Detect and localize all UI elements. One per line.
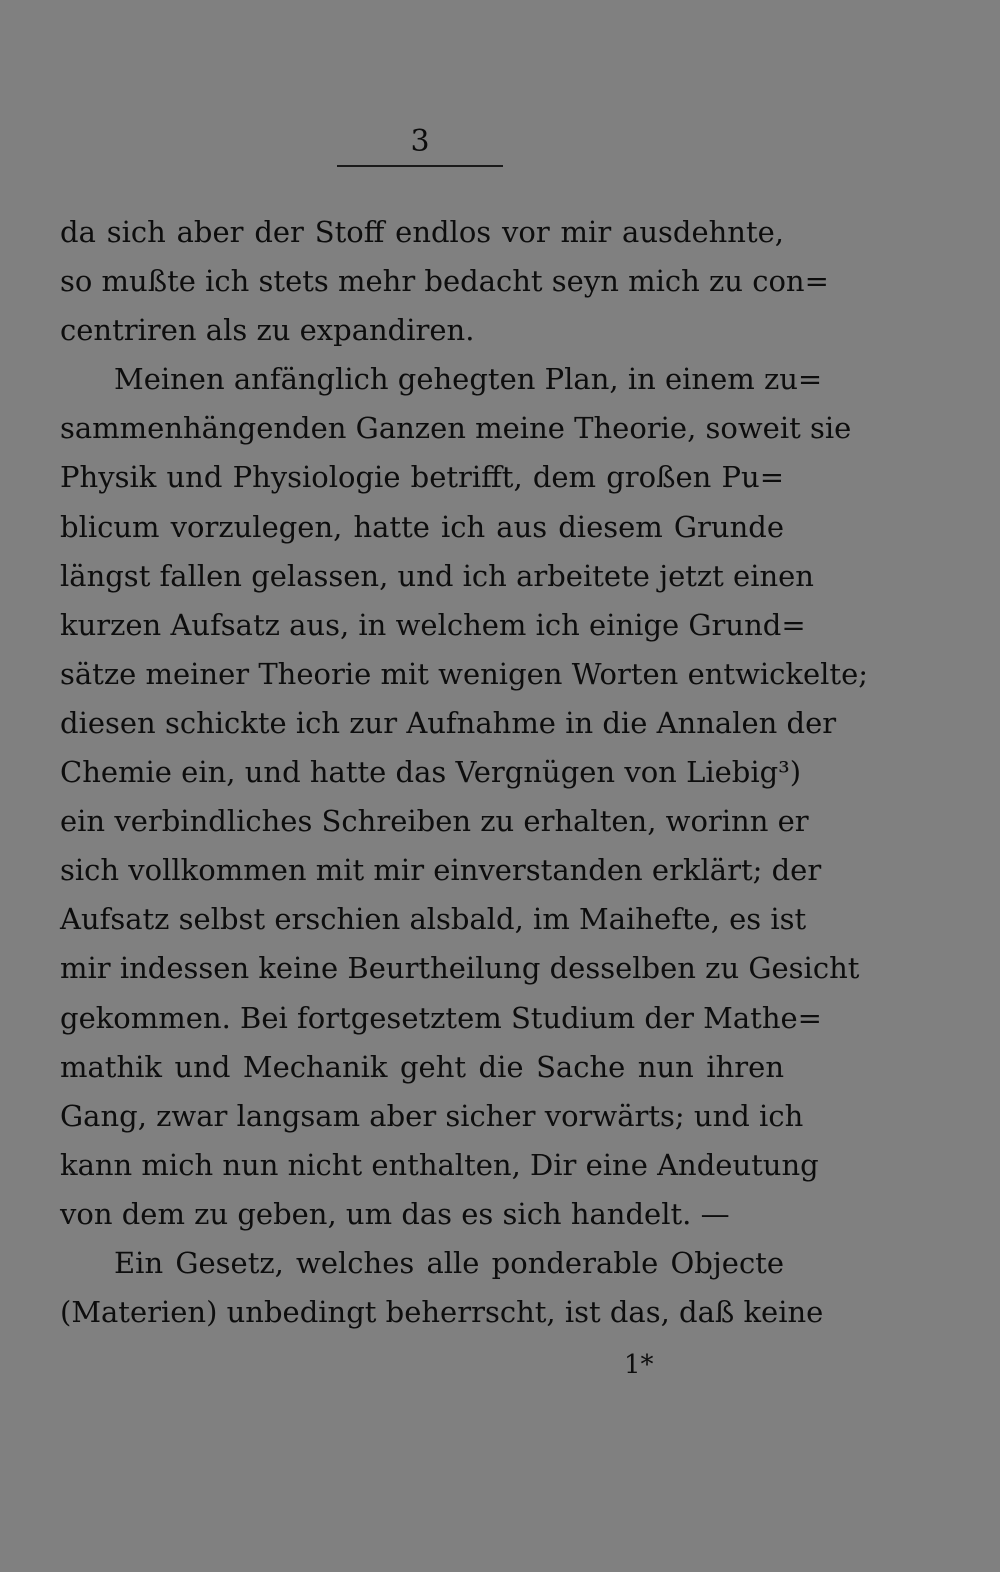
signature-mark: 1* [624,1350,654,1380]
text-line: längst fallen gelassen, und ich arbeitete jetzt einen [60,558,814,593]
text-line: Physik und Physiologie betrifft, dem großen Pu= [60,460,784,495]
text-line: diesen schickte ich zur Aufnahme in die Annalen der [60,705,837,740]
text-line: ein verbindliches Schreiben zu erhalten, worinn er [60,804,809,839]
text-line: so mußte ich stets mehr bedacht seyn mich zu con= [60,264,829,299]
text-line: centriren als zu expandiren. [60,313,475,348]
text-line: Aufsatz selbst erschien alsbald, im Maihefte, es ist [60,902,807,937]
text-line: blicum vorzulegen, hatte ich aus diesem Grunde [60,509,784,544]
text-line: kurzen Aufsatz aus, in welchem ich einige Grund= [60,607,806,642]
header-rule [337,165,503,167]
text-line: (Materien) unbedingt beherrscht, ist das, daß keine [60,1295,824,1330]
text-line: sammenhängenden Ganzen meine Theorie, soweit sie [60,411,852,446]
text-line: Meinen anfänglich gehegten Plan, in einem zu= [114,362,823,397]
text-line: mir indessen keine Beurtheilung desselben zu Gesicht [60,951,860,986]
text-line: mathik und Mechanik geht die Sache nun ihren [60,1049,784,1084]
text-line: sich vollkommen mit mir einverstanden erklärt; der [60,853,822,888]
text-line: sätze meiner Theorie mit wenigen Worten entwickelte; [60,656,869,691]
body-text [60,208,869,1337]
text-line: da sich aber der Stoff endlos vor mir ausdehnte, [60,215,784,249]
text-line: gekommen. Bei fortgesetztem Studium der Mathe= [60,1000,822,1035]
text-line: kann mich nun nicht enthalten, Dir eine Andeutung [60,1147,819,1182]
text-line: Ein Gesetz, welches alle ponderable Objecte [114,1245,784,1280]
text-line: Gang, zwar langsam aber sicher vorwärts; und ich [60,1098,804,1133]
text-line: Chemie ein, und hatte das Vergnügen von Liebig³) [60,755,802,790]
page-number: 3 [410,124,430,159]
text-line: von dem zu geben, um das es sich handelt. — [60,1196,730,1231]
